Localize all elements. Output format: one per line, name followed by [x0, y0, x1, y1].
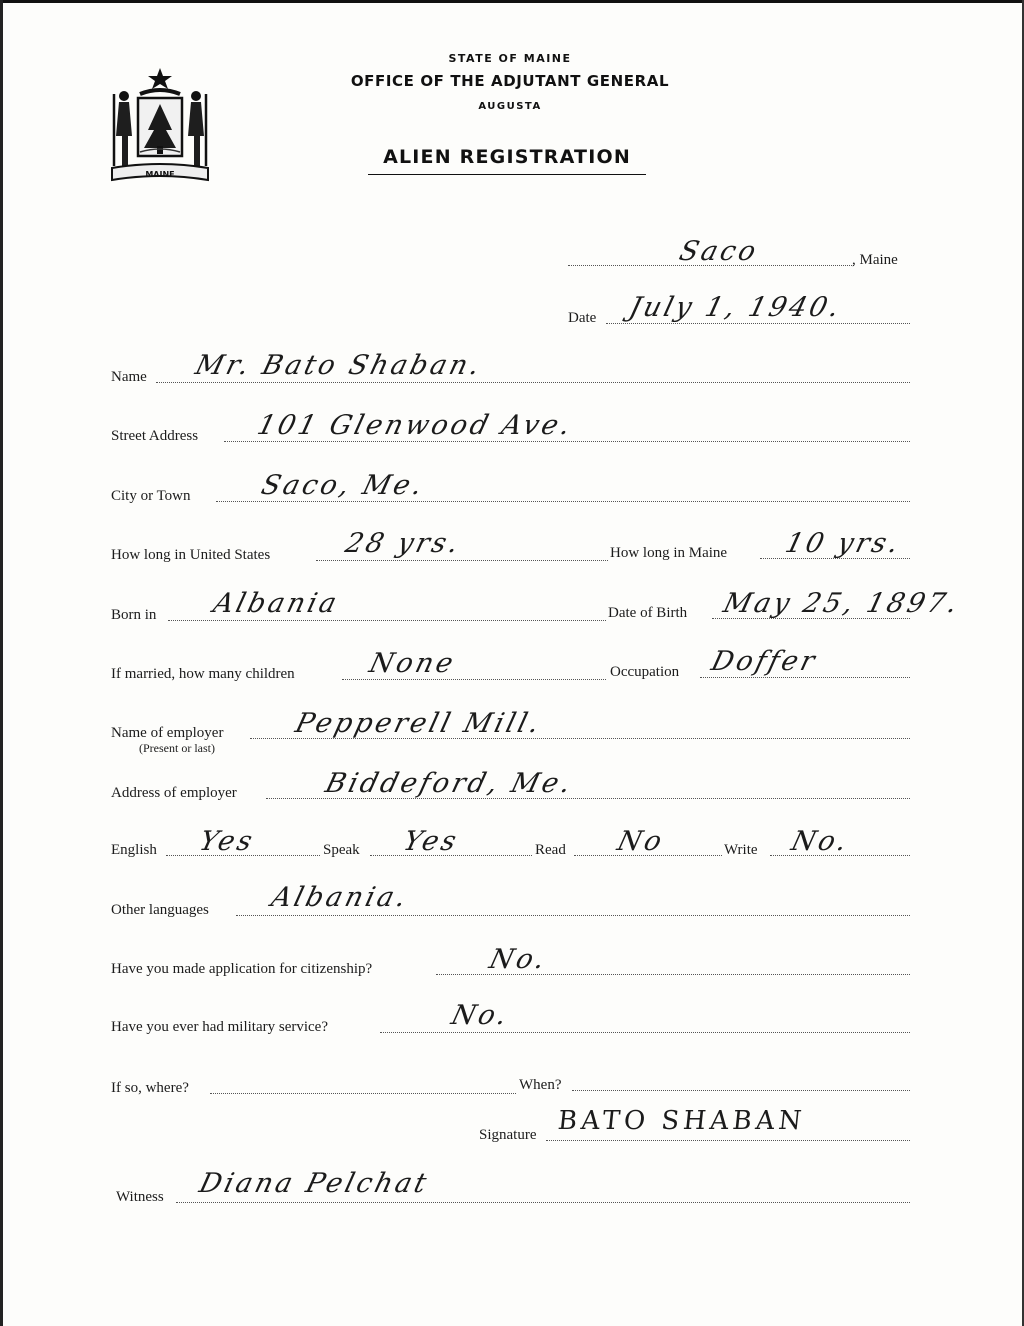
- where-label: If so, where?: [111, 1080, 189, 1096]
- employer-address-label: Address of employer: [111, 785, 237, 801]
- witness-value[interactable]: Diana Pelchat: [196, 1168, 433, 1199]
- read-label: Read: [535, 842, 566, 858]
- write-value[interactable]: No.: [788, 826, 853, 857]
- english-value[interactable]: Yes: [196, 826, 259, 857]
- occupation-value[interactable]: Doffer: [708, 646, 821, 677]
- when-label: When?: [519, 1077, 562, 1093]
- scan-edge-left: [0, 0, 3, 1326]
- children-label: If married, how many children: [111, 666, 295, 682]
- employer-value[interactable]: Pepperell Mill.: [292, 708, 546, 739]
- witness-label: Witness: [116, 1189, 164, 1205]
- state-seal-icon: [108, 66, 212, 188]
- write-label: Write: [724, 842, 758, 858]
- witness-line: [176, 1202, 910, 1203]
- english-label: English: [111, 842, 157, 858]
- header-city: AUGUSTA: [478, 101, 542, 112]
- born-in-line: [168, 620, 606, 621]
- date-value[interactable]: July 1, 1940.: [626, 292, 846, 323]
- occupation-line: [700, 677, 910, 678]
- birth-date-label: Date of Birth: [608, 605, 688, 621]
- signature-value[interactable]: BATO SHABAN: [556, 1106, 807, 1136]
- when-line: [572, 1090, 910, 1091]
- other-languages-line: [236, 915, 910, 916]
- citizenship-label: Have you made application for citizenship?: [111, 961, 373, 977]
- city-label: City or Town: [111, 488, 191, 504]
- header-state: STATE OF MAINE: [448, 52, 572, 65]
- other-languages-label: Other languages: [111, 902, 209, 918]
- speak-value[interactable]: Yes: [400, 826, 463, 857]
- us-duration-line: [316, 560, 608, 561]
- date-label: Date: [568, 310, 597, 326]
- born-in-label: Born in: [111, 607, 157, 623]
- maine-duration-value[interactable]: 10 yrs.: [782, 528, 905, 559]
- speak-label: Speak: [323, 842, 360, 858]
- citizenship-value[interactable]: No.: [486, 944, 551, 975]
- scan-edge-top: [0, 0, 1024, 3]
- read-value[interactable]: No: [614, 826, 668, 857]
- street-label: Street Address: [111, 428, 199, 444]
- street-line: [224, 441, 910, 442]
- city-line: [216, 501, 910, 502]
- military-label: Have you ever had military service?: [111, 1019, 328, 1035]
- city-value[interactable]: Saco, Me.: [258, 470, 429, 501]
- other-languages-value[interactable]: Albania.: [268, 882, 413, 913]
- occupation-label: Occupation: [610, 664, 680, 680]
- signature-line: [546, 1140, 910, 1141]
- name-label: Name: [111, 369, 147, 385]
- us-duration-label: How long in United States: [111, 547, 271, 563]
- name-line: [156, 382, 910, 383]
- military-line: [380, 1032, 910, 1033]
- svg-text:MAINE: MAINE: [145, 170, 175, 179]
- military-value[interactable]: No.: [448, 1000, 513, 1031]
- children-line: [342, 679, 606, 680]
- street-value[interactable]: 101 Glenwood Ave.: [254, 410, 577, 441]
- date-line: [606, 323, 910, 324]
- form-title: ALIEN REGISTRATION: [368, 146, 646, 175]
- where-line: [210, 1093, 516, 1094]
- name-value[interactable]: Mr. Bato Shaban.: [192, 350, 486, 381]
- location-value[interactable]: Saco: [676, 236, 762, 267]
- born-in-value[interactable]: Albania: [210, 588, 343, 619]
- employer-sublabel: (Present or last): [139, 741, 215, 755]
- us-duration-value[interactable]: 28 yrs.: [342, 528, 465, 559]
- location-suffix: , Maine: [852, 252, 898, 268]
- header-office: OFFICE OF THE ADJUTANT GENERAL: [350, 72, 670, 90]
- children-value[interactable]: None: [366, 648, 460, 679]
- employer-label: Name of employer: [111, 725, 224, 741]
- birth-date-value[interactable]: May 25, 1897.: [720, 588, 964, 619]
- maine-duration-label: How long in Maine: [610, 545, 728, 561]
- signature-label: Signature: [479, 1127, 537, 1143]
- employer-address-value[interactable]: Biddeford, Me.: [322, 768, 577, 799]
